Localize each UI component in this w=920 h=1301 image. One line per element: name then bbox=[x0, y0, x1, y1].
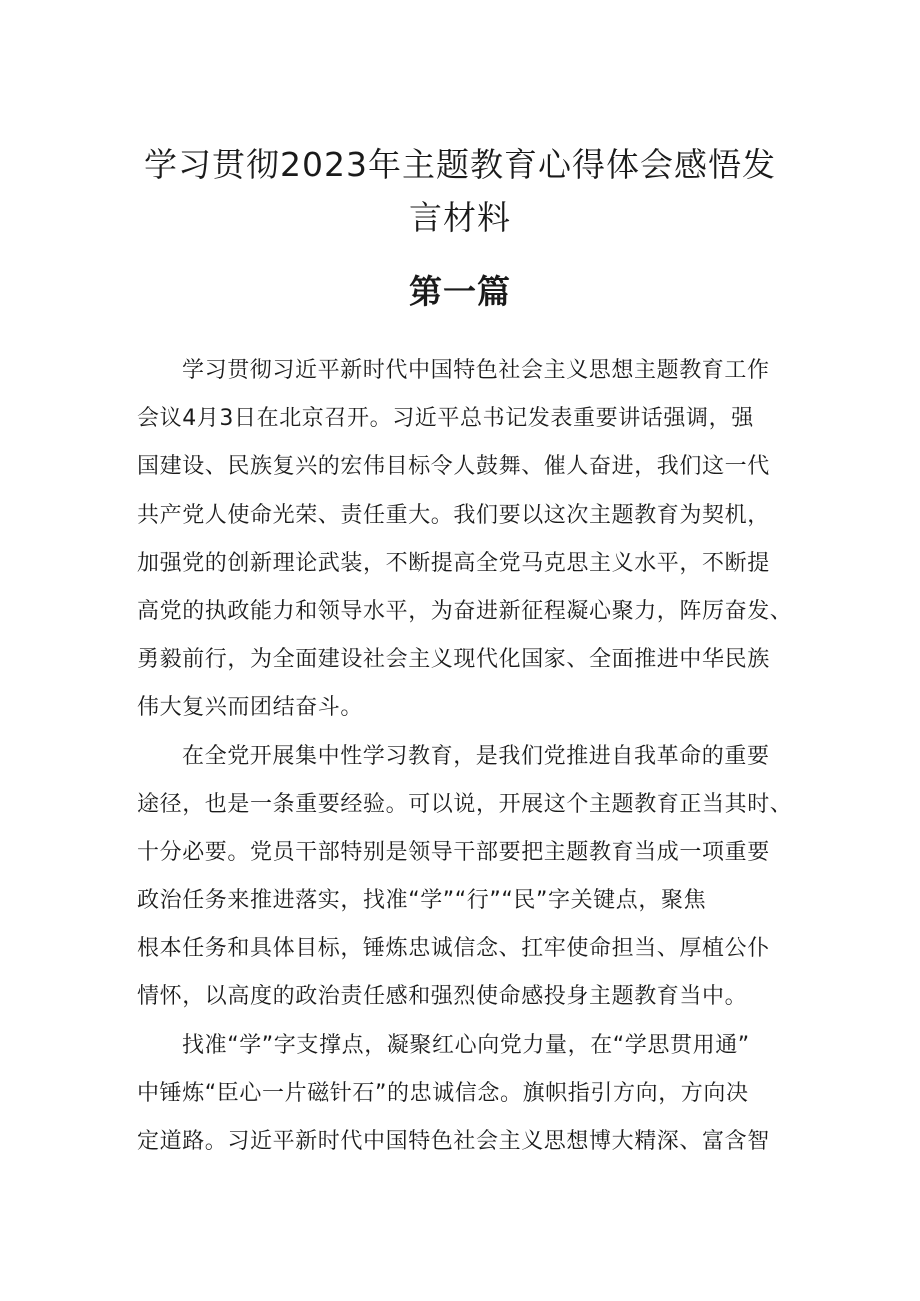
paragraph-3-line-3: 定道路。习近平新时代中国特色社会主义思想博大精深、富含智 bbox=[137, 1129, 770, 1154]
document-title-line-1: 学习贯彻2023年主题教育心得体会感悟发 bbox=[144, 145, 776, 184]
paragraph-1-line-2: 会议4月3日在北京召开。习近平总书记发表重要讲话强调，强 bbox=[137, 406, 754, 432]
paragraph-1-line-5: 加强党的创新理论武装，不断提高全党马克思主义水平，不断提 bbox=[137, 550, 770, 576]
paragraph-2-line-1: 在全党开展集中性学习教育，是我们党推进自我革命的重要 bbox=[182, 743, 770, 769]
paragraph-2-line-3: 十分必要。党员干部特别是领导干部要把主题教育当成一项重要 bbox=[137, 839, 770, 865]
document-title-line-2: 言材料 bbox=[409, 198, 511, 237]
paragraph-1-line-1: 学习贯彻习近平新时代中国特色社会主义思想主题教育工作 bbox=[182, 358, 770, 383]
paragraph-1-line-3: 国建设、民族复兴的宏伟目标令人鼓舞、催人奋进，我们这一代 bbox=[137, 454, 770, 480]
paragraph-1-line-8: 伟大复兴而团结奋斗。 bbox=[137, 695, 364, 721]
paragraph-2-line-5: 根本任务和具体目标，锤炼忠诚信念、扛牢使命担当、厚植公仆 bbox=[137, 936, 770, 962]
paragraph-3-line-2: 中锤炼“臣心一片磁针石”的忠诚信念。旗帜指引方向，方向决 bbox=[137, 1080, 749, 1106]
body-text bbox=[137, 347, 792, 1166]
paragraph-2-line-2: 途径，也是一条重要经验。可以说，开展这个主题教育正当其时、 bbox=[137, 791, 793, 817]
paragraph-1-line-6: 高党的执政能力和领导水平，为奋进新征程凝心聚力，阵厉奋发、 bbox=[137, 598, 793, 624]
paragraph-2-line-4: 政治任务来推进落实，找准“学”“行”“民”字关键点，聚焦 bbox=[137, 888, 707, 914]
paragraph-1-line-7: 勇毅前行，为全面建设社会主义现代化国家、全面推进中华民族 bbox=[137, 647, 770, 673]
paragraph-3-line-1: 找准“学”字支撑点，凝聚红心向党力量，在“学思贯用通” bbox=[182, 1032, 750, 1058]
paragraph-2-line-6: 情怀，以高度的政治责任感和强烈使命感投身主题教育当中。 bbox=[137, 984, 748, 1010]
section-heading: 第一篇 bbox=[409, 272, 511, 311]
paragraph-1-line-4: 共产党人使命光荣、责任重大。我们要以这次主题教育为契机， bbox=[137, 502, 770, 528]
